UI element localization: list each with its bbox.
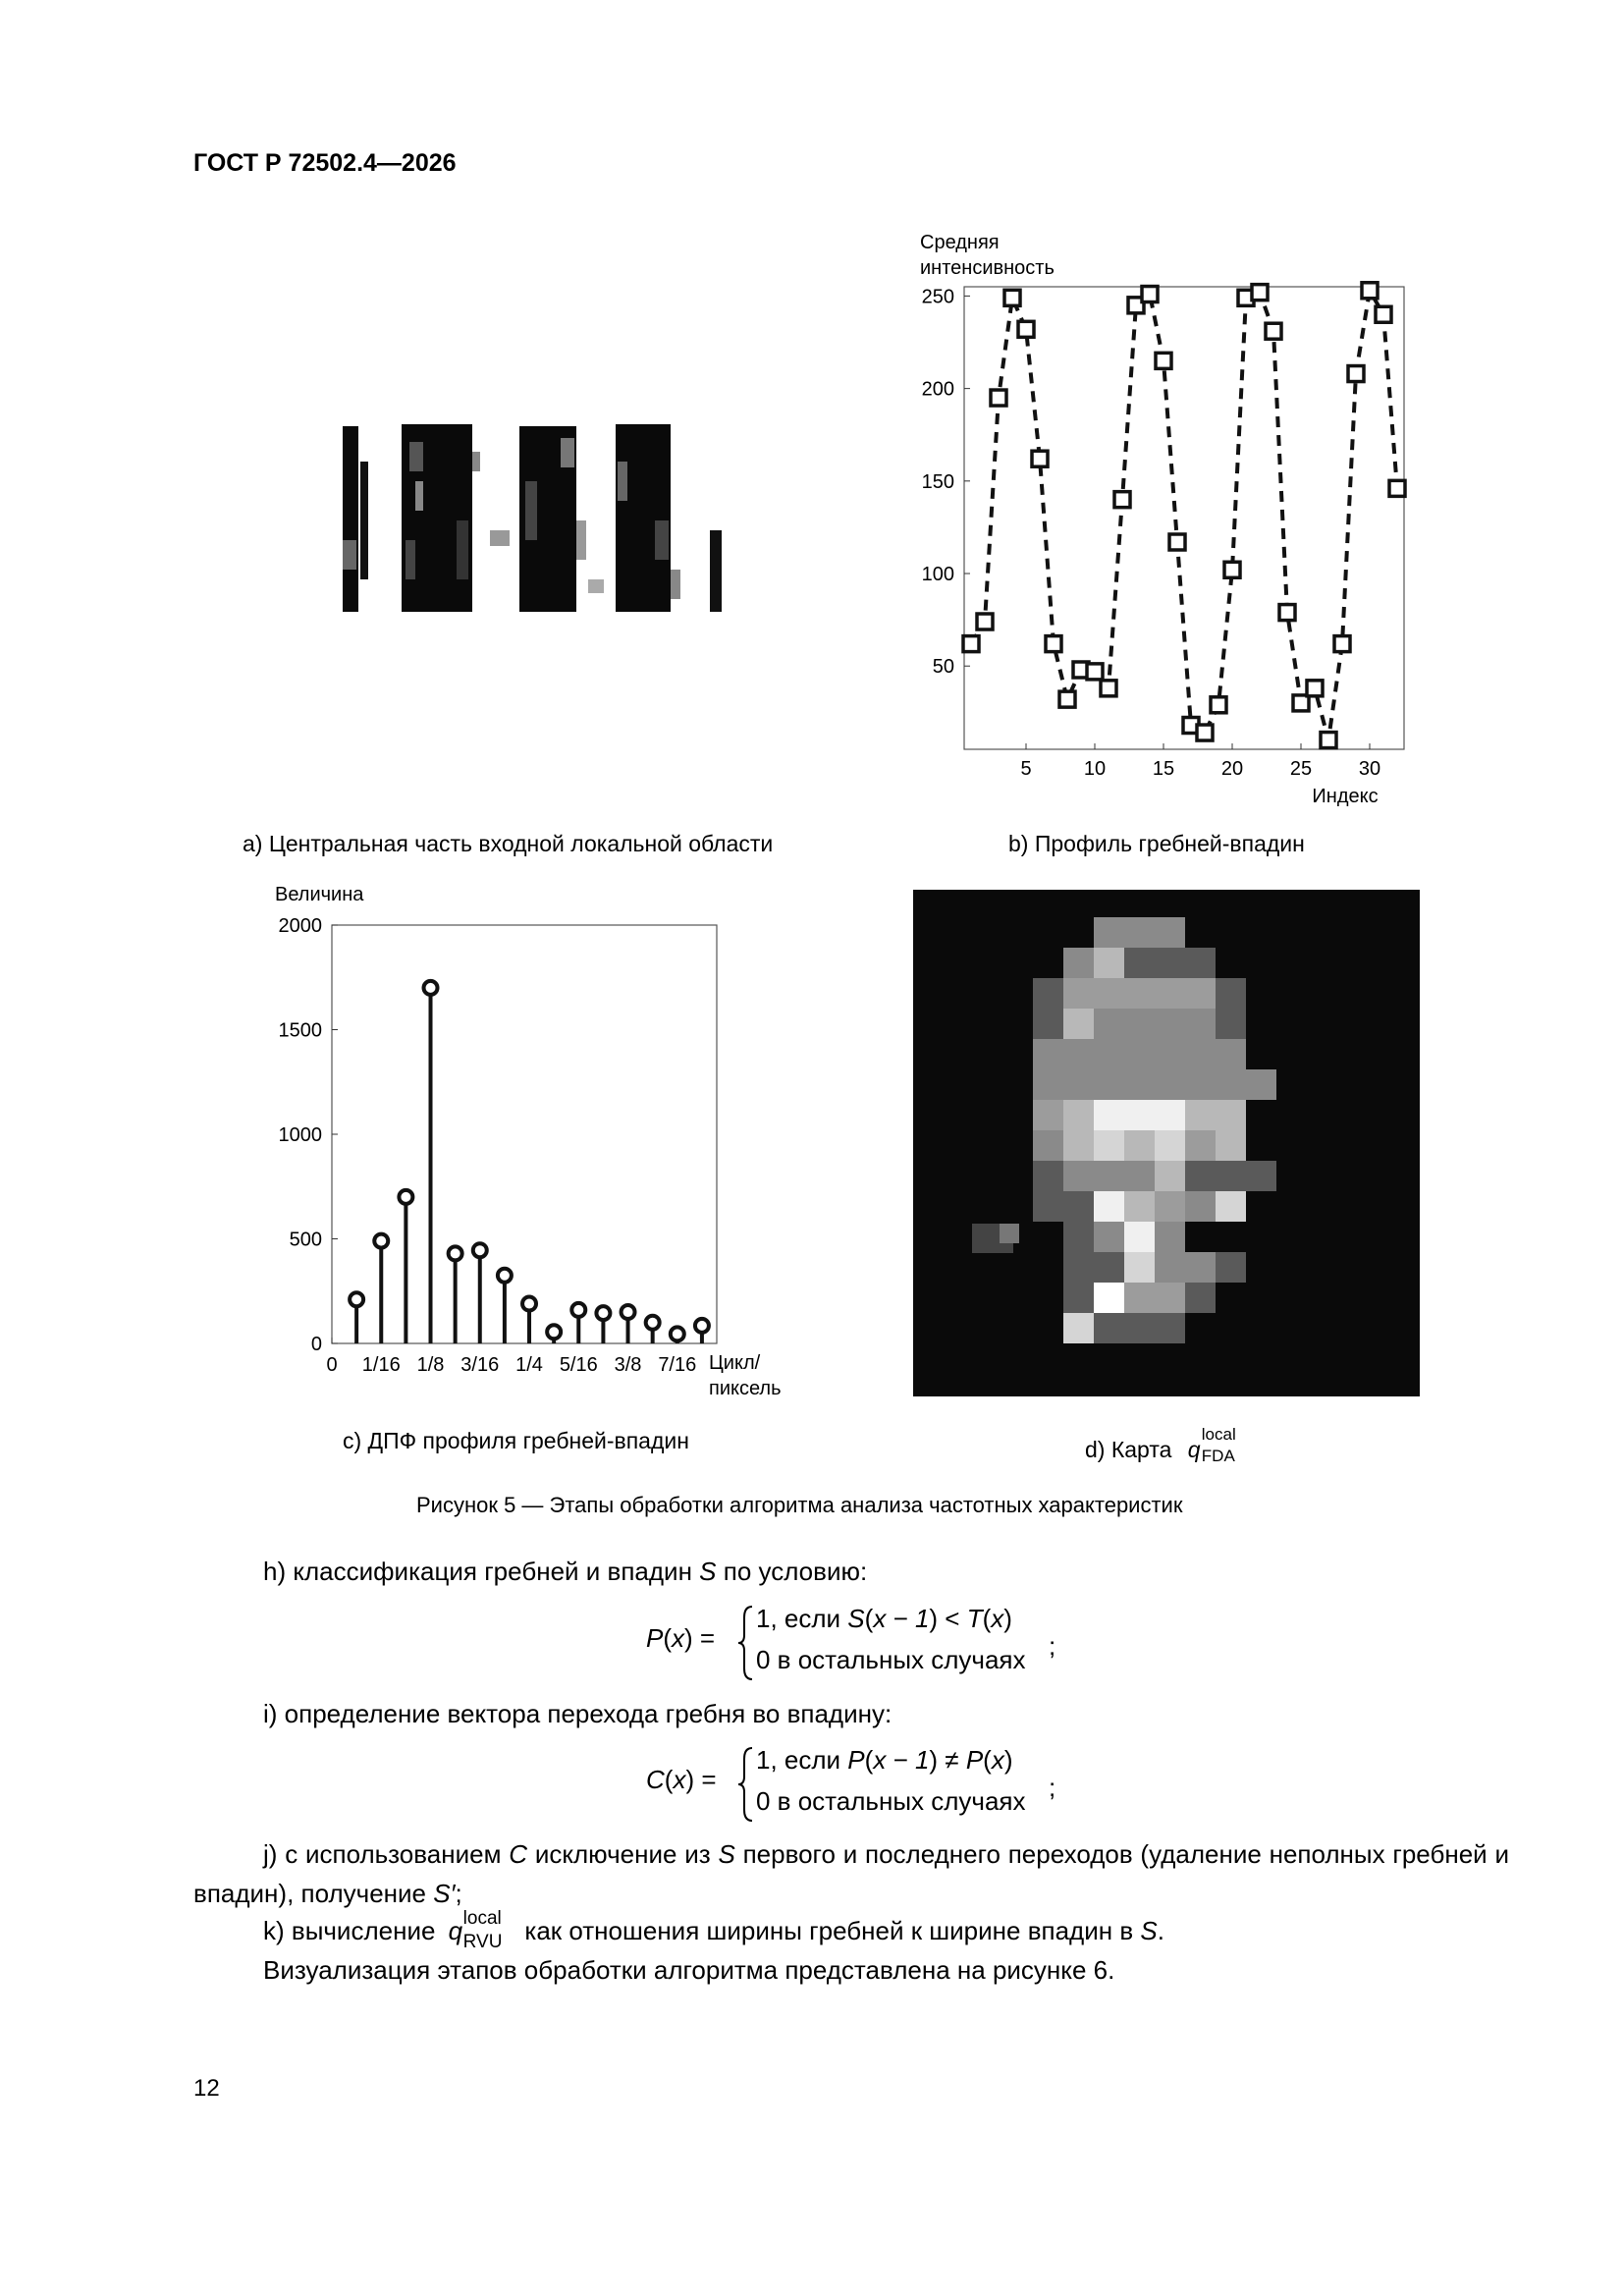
map-block — [1185, 1191, 1216, 1222]
profile-line-chart — [913, 221, 1424, 820]
map-block — [1155, 1161, 1185, 1191]
profile-series-line — [971, 291, 1397, 740]
item-k: k) вычисление q local RVU как отношения ширины гребней к ширине впадин в S. — [263, 1911, 1164, 1950]
panel-c-caption: c) ДПФ профиля гребней-впадин — [343, 1428, 689, 1453]
stem-marker — [473, 1243, 487, 1257]
stem-marker — [671, 1327, 684, 1340]
profile-point — [1252, 285, 1268, 301]
map-block — [1033, 1069, 1063, 1100]
profile-point — [1279, 605, 1295, 621]
x-tick-label: 3/8 — [614, 1354, 642, 1376]
dft-stem-chart — [265, 874, 815, 1414]
map-block — [1094, 1161, 1124, 1191]
q-rvu-superscript: local — [462, 1908, 502, 1929]
map-block — [1033, 1009, 1063, 1039]
map-block — [1063, 1222, 1094, 1252]
map-block — [1155, 948, 1185, 978]
map-block — [1124, 1161, 1155, 1191]
plot-frame — [332, 925, 717, 1343]
map-block — [1216, 1161, 1246, 1191]
map-block — [1155, 1100, 1185, 1130]
map-block — [1124, 1130, 1155, 1161]
profile-point — [1169, 534, 1185, 550]
formula-p: P(x) = 1, если S(x − 1) < T(x) 0 в остальных случаях ; — [646, 1604, 1078, 1682]
map-block — [1124, 1069, 1155, 1100]
map-block — [1185, 948, 1216, 978]
map-block — [1155, 1191, 1185, 1222]
map-block — [1033, 1161, 1063, 1191]
map-block — [1033, 978, 1063, 1009]
profile-point — [1087, 664, 1103, 680]
x-tick-label: 1/4 — [515, 1354, 543, 1376]
map-block — [1185, 1283, 1216, 1313]
profile-point — [1348, 366, 1364, 382]
y-axis-label: Величина — [275, 884, 364, 905]
y-tick-label: 500 — [289, 1229, 322, 1251]
y-tick-label: 50 — [932, 656, 954, 679]
x-tick-label: 20 — [1220, 758, 1244, 780]
item-i: i) определение вектора перехода гребня во впадину: — [263, 1699, 893, 1728]
map-block — [1063, 1009, 1094, 1039]
map-block — [1094, 948, 1124, 978]
map-block — [1185, 1252, 1216, 1283]
x-tick-label: 7/16 — [658, 1354, 697, 1376]
stem-marker — [646, 1316, 660, 1330]
map-block — [1124, 1283, 1155, 1313]
profile-point — [963, 636, 979, 652]
y-tick-label: 0 — [310, 1334, 322, 1355]
map-block — [1185, 978, 1216, 1009]
map-block — [1063, 1039, 1094, 1069]
map-block — [1063, 978, 1094, 1009]
map-block — [1124, 948, 1155, 978]
profile-point — [1101, 681, 1116, 696]
map-block — [1063, 1130, 1094, 1161]
map-block — [1124, 917, 1155, 948]
y-tick-label: 1500 — [278, 1019, 322, 1042]
map-block — [1216, 978, 1246, 1009]
profile-point — [1389, 480, 1405, 496]
profile-point — [1114, 492, 1130, 508]
stem-marker — [399, 1190, 412, 1204]
stem-marker — [695, 1319, 709, 1333]
map-block — [1033, 1191, 1063, 1222]
map-block — [1155, 1009, 1185, 1039]
map-block — [1124, 1222, 1155, 1252]
q-subscript: FDA — [1201, 1447, 1235, 1465]
map-block — [1094, 1191, 1124, 1222]
map-block — [1063, 1069, 1094, 1100]
map-block — [1124, 1313, 1155, 1343]
page-number: 12 — [193, 2075, 220, 2102]
profile-point — [1018, 321, 1034, 337]
map-block — [1155, 1222, 1185, 1252]
map-block — [1094, 1222, 1124, 1252]
map-block — [1216, 1039, 1246, 1069]
stem-marker — [424, 981, 438, 995]
document-header: ГОСТ Р 72502.4—2026 — [193, 149, 457, 177]
closing-sentence: Визуализация этапов обработки алгоритма представлена на рисунке 6. — [263, 1955, 1115, 1985]
map-block — [1033, 1100, 1063, 1130]
y-tick-label: 100 — [921, 564, 954, 586]
map-block — [1216, 1191, 1246, 1222]
x-tick-label: 3/16 — [460, 1354, 500, 1376]
map-block — [1094, 978, 1124, 1009]
map-block — [1063, 1313, 1094, 1343]
map-block — [1155, 1130, 1185, 1161]
y-tick-label: 150 — [921, 470, 954, 493]
map-block — [1155, 1313, 1185, 1343]
stem-marker — [622, 1305, 635, 1319]
profile-point — [1307, 681, 1323, 696]
map-block — [1063, 1191, 1094, 1222]
q-superscript: local — [1201, 1425, 1236, 1444]
map-block — [1094, 1039, 1124, 1069]
profile-point — [1321, 733, 1336, 748]
map-block — [1063, 1283, 1094, 1313]
stem-marker — [596, 1306, 610, 1320]
map-block — [1124, 978, 1155, 1009]
map-block — [1124, 1039, 1155, 1069]
x-axis-label-line1: Цикл/ — [709, 1352, 761, 1374]
map-block — [1033, 1130, 1063, 1161]
map-block — [1094, 1069, 1124, 1100]
map-block — [1155, 978, 1185, 1009]
map-block — [1185, 1161, 1216, 1191]
map-block — [1063, 1252, 1094, 1283]
panel-b-caption: b) Профиль гребней-впадин — [1008, 831, 1305, 856]
stem-marker — [522, 1297, 536, 1311]
x-tick-label: 5 — [1020, 758, 1032, 780]
profile-point — [1334, 636, 1350, 652]
map-block — [1185, 1039, 1216, 1069]
panel-a-caption: a) Центральная часть входной локальной области — [243, 831, 774, 856]
profile-point — [1224, 562, 1240, 577]
map-block — [1033, 1039, 1063, 1069]
map-block — [1185, 1100, 1216, 1130]
profile-point — [1376, 306, 1391, 322]
map-block — [1185, 1069, 1216, 1100]
profile-point — [977, 614, 993, 629]
profile-point — [1266, 323, 1281, 339]
profile-point — [1197, 725, 1213, 740]
map-block — [1155, 1069, 1185, 1100]
x-tick-label: 0 — [326, 1354, 338, 1376]
panel-d-caption-text: d) Карта — [1085, 1437, 1172, 1462]
map-block — [1155, 1283, 1185, 1313]
map-block — [1246, 1161, 1276, 1191]
profile-point — [1142, 287, 1158, 302]
map-block — [1094, 1313, 1124, 1343]
profile-point — [1362, 283, 1378, 299]
map-block — [1094, 1252, 1124, 1283]
map-block — [1216, 1009, 1246, 1039]
x-tick-label: 1/8 — [416, 1354, 445, 1376]
map-block — [1155, 917, 1185, 948]
profile-point — [1156, 353, 1171, 368]
x-axis-label-line2: пиксель — [709, 1378, 782, 1399]
map-block — [1063, 1161, 1094, 1191]
map-block — [1094, 1100, 1124, 1130]
profile-point — [991, 390, 1006, 406]
fda-quality-map — [913, 890, 1420, 1396]
profile-point — [1211, 697, 1226, 713]
stem-marker — [547, 1325, 561, 1339]
profile-point — [1032, 451, 1048, 466]
q-rvu-subscript: RVU — [462, 1932, 503, 1952]
y-tick-label: 2000 — [278, 915, 322, 937]
map-block — [1216, 1069, 1246, 1100]
stem-marker — [374, 1234, 388, 1248]
item-j: j) с использованием C исключение из S первого и последнего переходов (удаление неполных гребней и впадин), получение S′; — [193, 1839, 1509, 1908]
map-block — [1185, 1009, 1216, 1039]
y-tick-label: 250 — [921, 286, 954, 308]
q-symbol: q — [1187, 1437, 1201, 1462]
map-block — [1124, 1191, 1155, 1222]
q-rvu-symbol: q — [448, 1916, 463, 1945]
map-block — [1094, 1009, 1124, 1039]
x-tick-label: 5/16 — [559, 1354, 598, 1376]
x-tick-label: 15 — [1152, 758, 1175, 780]
map-block — [1063, 1100, 1094, 1130]
profile-point — [1046, 636, 1061, 652]
x-tick-label: 30 — [1358, 758, 1381, 780]
figure-caption: Рисунок 5 — Этапы обработки алгоритма анализа частотных характеристик — [416, 1493, 1183, 1517]
x-tick-label: 25 — [1289, 758, 1313, 780]
map-block — [1216, 1100, 1246, 1130]
stem-marker — [449, 1246, 462, 1260]
x-tick-label: 1/16 — [361, 1354, 401, 1376]
map-block — [1124, 1252, 1155, 1283]
map-block — [1246, 1069, 1276, 1100]
item-h: h) классификация гребней и впадин S по условию: — [263, 1557, 868, 1586]
formula-c: C(x) = 1, если P(x − 1) ≠ P(x) 0 в остальных случаях ; — [646, 1745, 1078, 1824]
x-tick-label: 10 — [1083, 758, 1107, 780]
map-block — [1155, 1252, 1185, 1283]
y-axis-label-line1: Средняя — [920, 232, 1000, 253]
y-tick-label: 1000 — [278, 1124, 322, 1146]
map-block — [1094, 1130, 1124, 1161]
y-axis-label-line2: интенсивность — [920, 257, 1055, 279]
y-tick-label: 200 — [921, 378, 954, 401]
map-block — [1063, 948, 1094, 978]
map-block — [1155, 1039, 1185, 1069]
ridge-image-central-region — [343, 422, 722, 612]
profile-point — [1059, 691, 1075, 707]
map-block — [1216, 1252, 1246, 1283]
x-axis-label: Индекс — [1312, 786, 1379, 807]
stem-marker — [571, 1303, 585, 1317]
map-block — [1094, 917, 1124, 948]
map-block — [1124, 1100, 1155, 1130]
profile-point — [1004, 290, 1020, 305]
stem-marker — [350, 1292, 363, 1306]
map-block — [1094, 1283, 1124, 1313]
map-block — [1185, 1130, 1216, 1161]
stem-marker — [498, 1269, 512, 1283]
map-block — [1216, 1130, 1246, 1161]
panel-d-caption — [1085, 1425, 1236, 1465]
map-block — [1124, 1009, 1155, 1039]
